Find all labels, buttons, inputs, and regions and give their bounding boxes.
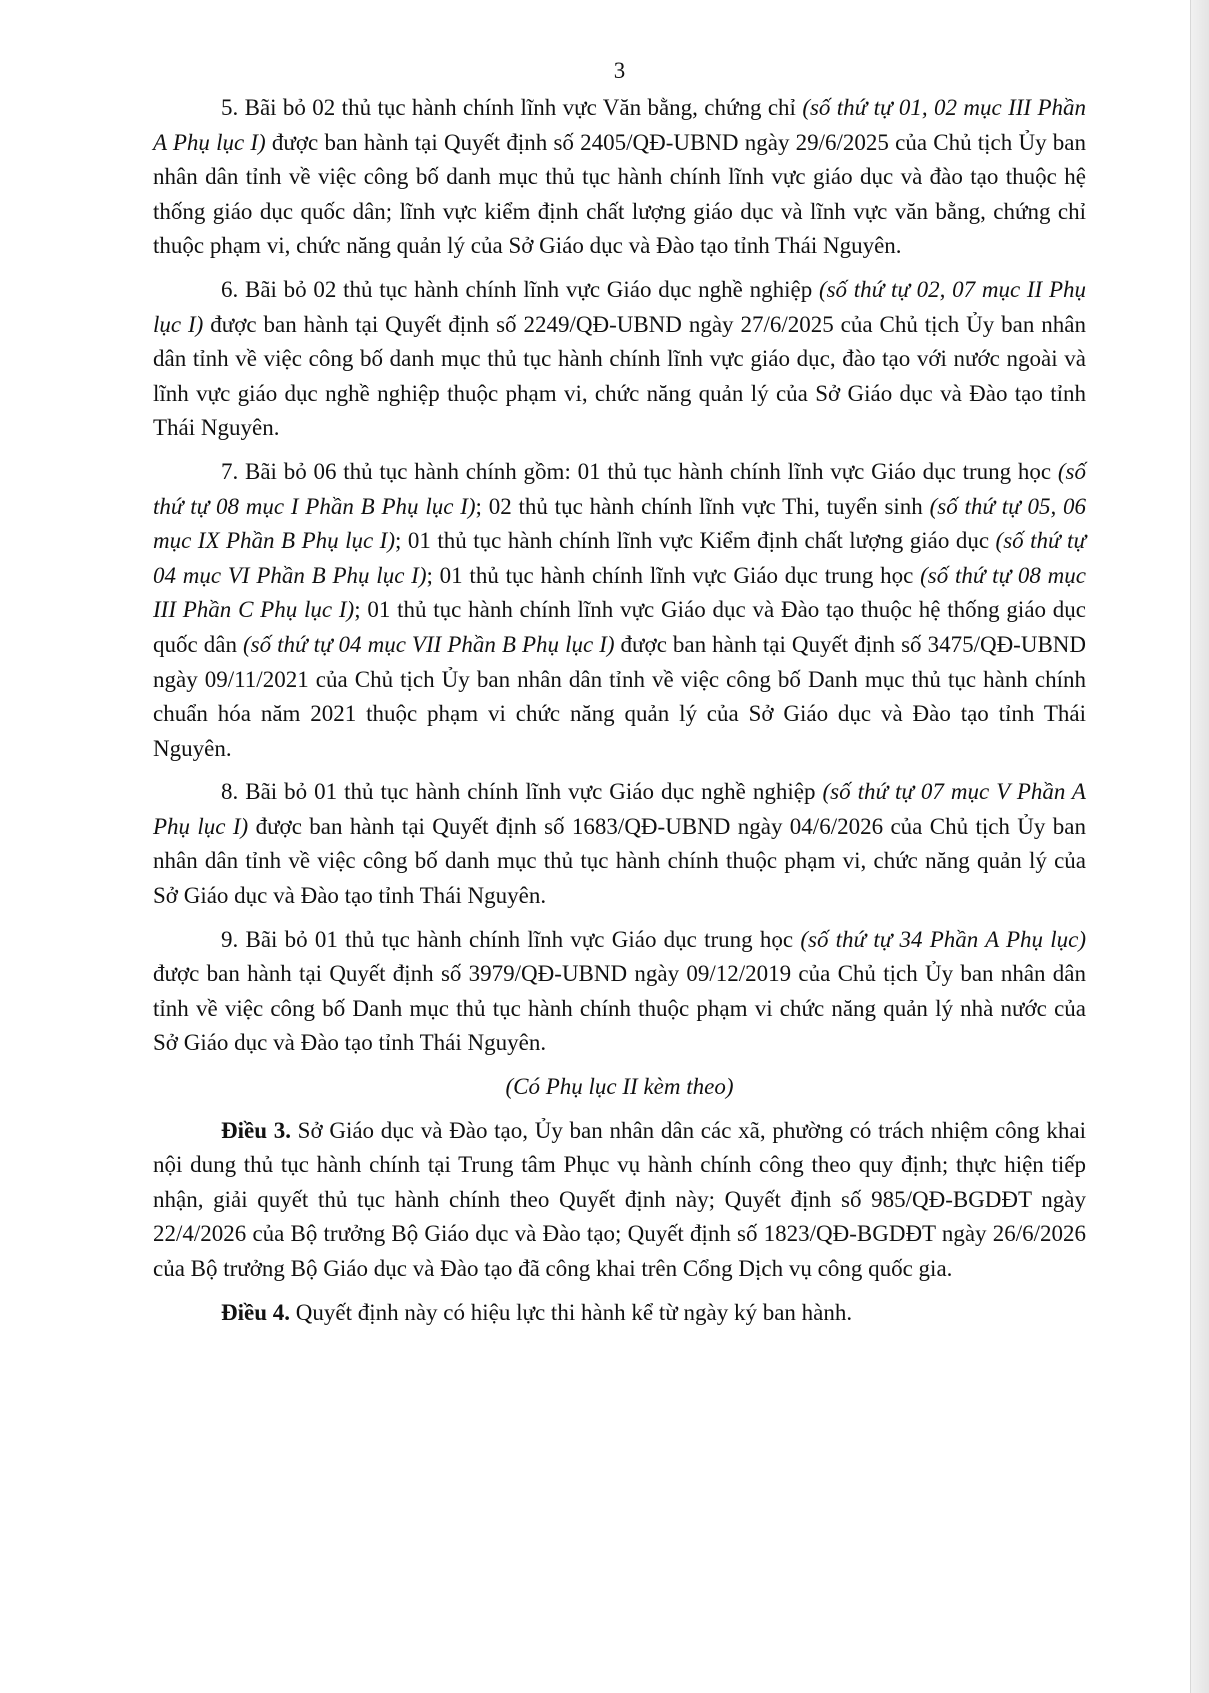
- paragraph-8-text: 8. Bãi bỏ 01 thủ tục hành chính lĩnh vực Giáo dục nghề nghiệp: [221, 779, 823, 805]
- paragraph-7-reference-4: (số thứ tự 08 mục III Phần C Phụ lục I): [153, 562, 1086, 623]
- paragraph-8-reference: (số thứ tự 07 mục V Phần A Phụ lục I): [153, 779, 1086, 839]
- page-edge-shadow: [1190, 0, 1209, 1693]
- paragraph-6: [153, 273, 1086, 446]
- paragraph-7-text-2: ; 02 thủ tục hành chính lĩnh vực Thi, tuyển sinh: [475, 493, 930, 519]
- paragraph-6-reference: (số thứ tự 02, 07 mục II Phụ lục I): [153, 276, 1086, 337]
- paragraph-7-reference-2: (số thứ tự 05, 06 mục IX Phần B Phụ lục I): [153, 493, 1086, 554]
- paragraph-6-text-2: được ban hành tại Quyết định số 2249/QĐ-UBND ngày 27/6/2025 của Chủ tịch Ủy ban nhân dân tỉnh về việc công bố danh mục thủ tục hành chính lĩnh vực giáo dục, đào tạo với nước ngoài và lĩnh vực giáo dục nghề nghiệp thuộc phạm vi, chức năng quản lý của Sở Giáo dục và Đào tạo tỉnh Thái Nguyên.: [153, 311, 1086, 441]
- paragraph-8-text-2: được ban hành tại Quyết định số 1683/QĐ-UBND ngày 04/6/2026 của Chủ tịch Ủy ban nhân dân tỉnh về việc công bố danh mục thủ tục hành chính thuộc phạm vi, chức năng quản lý của Sở Giáo dục và Đào tạo tỉnh Thái Nguyên.: [153, 813, 1086, 909]
- article-3: [153, 1114, 1086, 1287]
- paragraph-7-text-5: ; 01 thủ tục hành chính lĩnh vực Giáo dục và Đào tạo thuộc hệ thống giáo dục quốc dân: [153, 597, 1087, 657]
- paragraph-7-reference-5: (số thứ tự 04 mục VII Phần B Phụ lục I): [242, 631, 615, 657]
- article-4-label: Điều 4.: [221, 1299, 290, 1325]
- paragraph-5-reference: (số thứ tự 01, 02 mục III Phần A Phụ lục I): [153, 95, 1087, 155]
- paragraph-9-text-2: được ban hành tại Quyết định số 3979/QĐ-UBND ngày 09/12/2019 của Chủ tịch Ủy ban nhân dân tỉnh về việc công bố Danh mục thủ tục hành chính thuộc phạm vi chức năng quản lý nhà nước của Sở Giáo dục và Đào tạo tỉnh Thái Nguyên.: [153, 961, 1086, 1056]
- article-3-label: Điều 3.: [221, 1117, 291, 1143]
- paragraph-5-text-2: được ban hành tại Quyết định số 2405/QĐ-UBND ngày 29/6/2025 của Chủ tịch Ủy ban nhân dân tỉnh về việc công bố danh mục thủ tục hành chính lĩnh vực giáo dục và đào tạo thuộc hệ thống giáo dục quốc dân; lĩnh vực kiểm định chất lượng giáo dục và lĩnh vực văn bằng, chứng chỉ thuộc phạm vi, chức năng quản lý của Sở Giáo dục và Đào tạo tỉnh Thái Nguyên.: [153, 129, 1086, 259]
- paragraph-7: [153, 455, 1086, 766]
- article-3-text: Sở Giáo dục và Đào tạo, Ủy ban nhân dân các xã, phường có trách nhiệm công khai nội dung thủ tục hành chính tại Trung tâm Phục vụ hành chính công theo quy định; thực hiện tiếp nhận, giải quyết thủ tục hành chính theo Quyết định này; Quyết định số 985/QĐ-BGDĐT ngày 22/4/2026 của Bộ trưởng Bộ Giáo dục và Đào tạo; Quyết định số 1823/QĐ-BGDĐT ngày 26/6/2026 của Bộ trưởng Bộ Giáo dục và Đào tạo đã công khai trên Cổng Dịch vụ công quốc gia.: [153, 1117, 1086, 1281]
- paragraph-6-text: 6. Bãi bỏ 02 thủ tục hành chính lĩnh vực Giáo dục nghề nghiệp: [221, 276, 819, 302]
- paragraph-8: [153, 775, 1086, 913]
- paragraph-5-text: 5. Bãi bỏ 02 thủ tục hành chính lĩnh vực Văn bằng, chứng chỉ: [221, 95, 803, 120]
- page-number: 3: [613, 58, 626, 83]
- paragraph-7-reference-3: (số thứ tự 04 mục VI Phần B Phụ lục I): [153, 528, 1086, 588]
- paragraph-7-reference-1: (số thứ tự 08 mục I Phần B Phụ lục I): [153, 458, 1086, 519]
- article-4: [153, 1296, 1086, 1331]
- article-4-text: Quyết định này có hiệu lực thi hành kể từ ngày ký ban hành.: [290, 1299, 853, 1325]
- appendix-note: (Có Phụ lục II kèm theo): [505, 1074, 734, 1100]
- paragraph-9-text: 9. Bãi bỏ 01 thủ tục hành chính lĩnh vực Giáo dục trung học: [221, 926, 801, 952]
- paragraph-5: [153, 91, 1086, 264]
- paragraph-9: [153, 923, 1086, 1061]
- paragraph-7-text-3: ; 01 thủ tục hành chính lĩnh vực Kiểm định chất lượng giáo dục: [395, 528, 996, 554]
- paragraph-7-text-6: được ban hành tại Quyết định số 3475/QĐ-UBND ngày 09/11/2021 của Chủ tịch Ủy ban nhân dân tỉnh về việc công bố Danh mục thủ tục hành chính chuẩn hóa năm 2021 thuộc phạm vi chức năng quản lý của Sở Giáo dục và Đào tạo tỉnh Thái Nguyên.: [153, 631, 1087, 761]
- paragraph-9-reference: (số thứ tự 34 Phần A Phụ lục): [800, 926, 1086, 952]
- document-content: [153, 52, 1086, 1339]
- paragraph-7-text: 7. Bãi bỏ 06 thủ tục hành chính gồm: 01 thủ tục hành chính lĩnh vực Giáo dục trung học: [221, 458, 1058, 484]
- paragraph-7-text-4: ; 01 thủ tục hành chính lĩnh vực Giáo dục trung học: [426, 562, 921, 588]
